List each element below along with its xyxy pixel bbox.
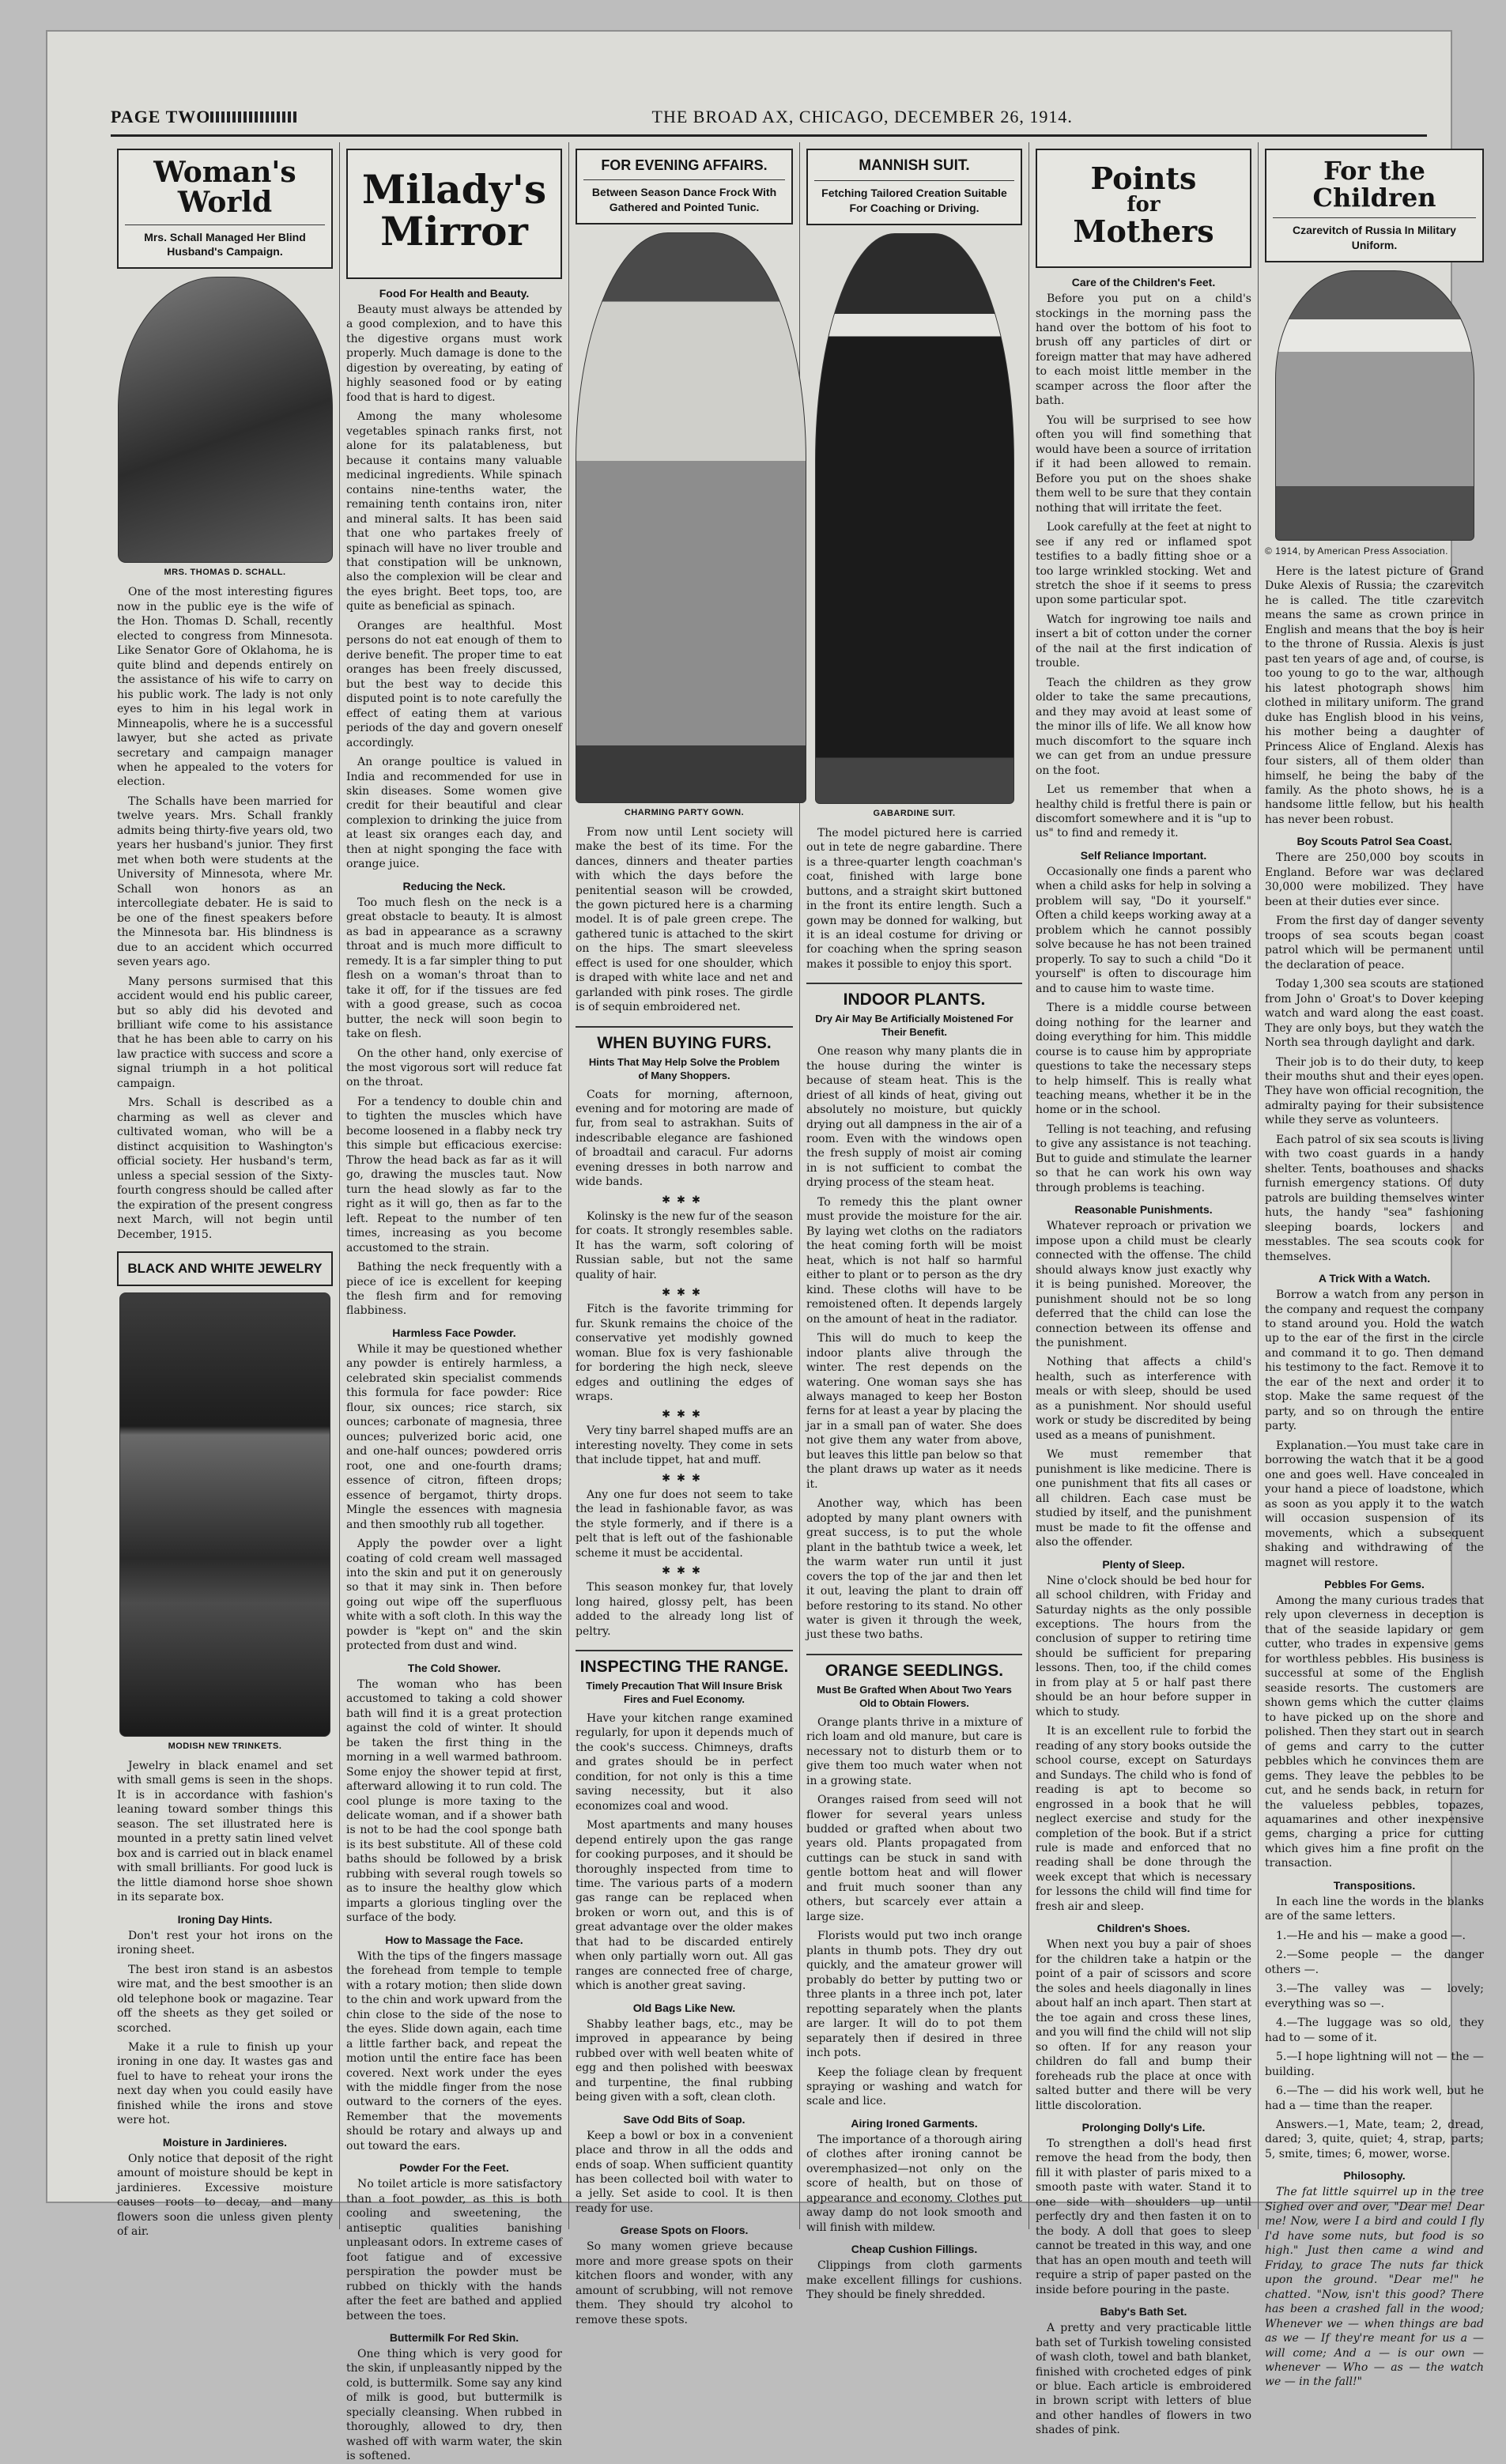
jewelry-caption: MODISH NEW TRINKETS. bbox=[168, 1741, 282, 1751]
article-paragraph: Let us remember that when a healthy child is fretful there is pain or discomfort somewhere and it is "up to us" to find and remedy it. bbox=[1036, 783, 1251, 840]
section-stars: ✱✱✱ bbox=[662, 1194, 707, 1206]
schall-portrait bbox=[118, 277, 333, 563]
ironing-paragraph: The best iron stand is an asbestos wire mat, and the best smoother is an old telephone book or magazine. Tear off the sheets as they get soiled or scorched. bbox=[117, 1963, 333, 2035]
shower-heading: The Cold Shower. bbox=[407, 1661, 501, 1674]
article-paragraph: Oranges are healthful. Most persons do not eat enough of them to derive benefit. The proper time to eat oranges has been freely discussed, but the best way to decide this disputed point is to note carefully the effect of eating them at various periods of the day and govern oneself accordingly. bbox=[346, 619, 562, 749]
pebbles-heading: Pebbles For Gems. bbox=[1324, 1577, 1425, 1590]
mannish-suit-title: MANNISH SUIT. bbox=[859, 157, 970, 174]
article-paragraph: For a tendency to double chin and to tighten the muscles which have become loosened in a flabby neck try this simple but efficacious exercise: Throw the head back as far as it will go, drawing the muscles taut. Now turn the head slowly as far to the right as it will go, then as far to the left. Repeat to the number of ten times, increasing as you become accustomed to the strain. bbox=[346, 1095, 562, 1255]
schall-paragraph: Mrs. Schall is described as a charming as well as clever and cultivated woman, who will be a distinct acquisition to Washington's official society. Her husband's term, unless a special session of the Sixty-fourth congress should be called after the expiration of the present congress next March, will not begin until December, 1915. bbox=[117, 1096, 333, 1241]
evening-affairs-header bbox=[576, 149, 793, 225]
puzzle-line: 6.—The — did his work well, but he had a — time than the reaper. bbox=[1265, 2085, 1484, 2112]
column-womans-world bbox=[111, 142, 340, 2239]
transpositions-heading: Transpositions. bbox=[1333, 1878, 1416, 1892]
moisture-heading: Moisture in Jardinieres. bbox=[162, 2135, 288, 2149]
article-paragraph: Kolinsky is the new fur of the season for coats. It strongly resembles sable. It has the warm, soft coloring of Russian sable, but not the same quality of hair. bbox=[576, 1209, 793, 1281]
article-paragraph: Among the many wholesome vegetables spinach ranks first, not alone for its palatableness, but because it contains many valuable medicinal ingredients. While spinach contains nine-tenths water, the remaining tenth contains iron, niter and mineral salts. It has been said that one who partakes freely of spinach will have no liver trouble and that constipation will be unknown, also the complexion will be clear and the eyes bright. Beet tops, too, are quite as beneficial as spinach. bbox=[346, 410, 562, 613]
article-paragraph: This season monkey fur, that lovely long haired, glossy pelt, has been added to the already long list of peltry. bbox=[576, 1581, 793, 1638]
miladys-mirror-header bbox=[346, 149, 562, 279]
neck-heading: Reducing the Neck. bbox=[402, 879, 506, 892]
column-miladys-mirror bbox=[340, 142, 569, 2463]
massage-heading: How to Massage the Face. bbox=[385, 1933, 523, 1946]
plants-heading: INDOOR PLANTS. bbox=[806, 983, 1022, 1009]
article-paragraph: When next you buy a pair of shoes for the children take a hatpin or the point of a pair of scissors and score the soles and heels diagonally in lines about half an inch apart. Then start at the toe again and cross these lines, and you will find the child will not slip so often. If for any reason your children do fall and bump their foreheads rub the place at once with salted butter and there will be very little discoloration. bbox=[1036, 1938, 1251, 2112]
article-paragraph: No toilet article is more satisfactory than a foot powder, as this is both cooling and sweetening, the antiseptic qualities banishing unpleasant odors. In extreme cases of foot fatigue and of excessive perspiration the powder must be rubbed on thickly with the hands after the feet are bathed and applied between the toes. bbox=[346, 2178, 562, 2322]
article-paragraph: From the first day of danger seventy troops of sea scouts began coast patrol which will be permanent until the declaration of peace. bbox=[1265, 915, 1484, 972]
feet-powder-heading: Powder For the Feet. bbox=[399, 2161, 509, 2175]
article-paragraph: Orange plants thrive in a mixture of rich loam and old manure, but care is necessary not to disturb them or to give them too much water when not in a growing state. bbox=[806, 1715, 1022, 1787]
jewelry-photo bbox=[119, 1292, 330, 1737]
article-paragraph: Most apartments and many houses depend entirely upon the gas range for cooking purposes, and it should be thoroughly inspected from time to time. The various parts of a modern gas range can be replaced when broken or worn out, and this is of great advantage over the older makes that had to be discarded entirely when only partially worn out. All gas ranges are connected free of charge, which is another great saving. bbox=[576, 1819, 793, 1993]
article-paragraph: There is a middle course between doing nothing for the learner and doing everything for him. This middle course is to cause him by appropriate questions to take the necessary steps to help himself. This is really what teaching means, whether it be in the home or in the school. bbox=[1036, 1002, 1251, 1117]
article-paragraph: To remedy this the plant owner must provide the moisture for the air. By laying wet cloths on the radiators the heat coming forth will be moist heat, which is not half so harmful either to plant or to person as the dry kind. These cloths will have to be remoistened often. It depends largely on the amount of heat in the radiator. bbox=[806, 1195, 1022, 1326]
column-for-the-children bbox=[1259, 142, 1490, 2389]
article-paragraph: Whatever reproach or privation we impose upon a child must be clearly connected with the offense. The child should always know just exactly why it is being punished. Moreover, the punishment should not be so long deferred that the child can lose the connection between its offense and the punishment. bbox=[1036, 1220, 1251, 1350]
ironing-paragraph: Make it a rule to finish up your ironing in one day. It wastes gas and fuel to have to reheat your irons the next day when you could easily have finished while the irons and stove were hot. bbox=[117, 2040, 333, 2127]
title-line: for bbox=[1127, 192, 1161, 217]
article-paragraph: You will be surprised to see how often you will find something that would have been a source of irritation if it had been allowed to remain. Before you put on the shoes shake them well to be sure that they contain nothing that will irritate the feet. bbox=[1036, 413, 1251, 515]
article-paragraph: So many women grieve because more and more grease spots on their kitchen floors and wonder, with any amount of scrubbing, will not remove them. They should try alcohol to remove these spots. bbox=[576, 2240, 793, 2326]
points-for-mothers-header bbox=[1036, 149, 1251, 268]
article-paragraph: The model pictured here is carried out in tete de negre gabardine. There is a three-quarter length coachman's coat, finished with large bone buttons, and a straight skirt buttoned in the front its entire length. Such a gown may be donned for walking, but it is an ideal costume for driving or for coaching when the spring season makes it possible to enjoy this sport. bbox=[806, 826, 1022, 971]
scouts-heading: Boy Scouts Patrol Sea Coast. bbox=[1297, 835, 1452, 848]
article-paragraph: Florists would put two inch orange plants in thumb pots. They dry out quickly, and the amateur grower will probably do better by putting two or three plants in a three inch pot, later repotting separately when the plants are larger. It will do to pot them separately then if desired in three inch pots. bbox=[806, 1930, 1022, 2060]
points-for-mothers-title bbox=[1042, 160, 1245, 250]
suit-caption: GABARDINE SUIT. bbox=[873, 808, 956, 818]
seedlings-deck: Must Be Grafted When About Two Years Old to Obtain Flowers. bbox=[817, 1683, 1012, 1709]
article-paragraph: Borrow a watch from any person in the company and request the company to stand around you. Hold the watch up to the ear of the first in the circle and command it to go. Then demand his testimony to the fact. Remove it to the ear of the next and order it to stop. Make the same request of the party, and so on through the entire party. bbox=[1265, 1289, 1484, 1433]
article-paragraph: There are 250,000 boy scouts in England. Before war was declared 30,000 were mobilized. They have been at their duties ever since. bbox=[1265, 851, 1484, 908]
masthead bbox=[111, 100, 1427, 137]
article-paragraph: Beauty must always be attended by a good complexion, and to have this the digestive organs must work properly. Much damage is done to the digestion by overeating, by eating of highly seasoned food or by eating food that is hard to digest. bbox=[346, 304, 562, 404]
puzzle-line: 2.—Some people — the danger others —. bbox=[1265, 1949, 1484, 1976]
schall-paragraph: Many persons surmised that this accident would end his public career, but so ably did his devoted and brilliant wife come to his assistance that he has been able to carry on his law practice with success and score a signal triumph in a hot political campaign. bbox=[117, 975, 333, 1090]
masthead-ornament bbox=[210, 111, 297, 123]
ironing-paragraph: Don't rest your hot irons on the ironing sheet. bbox=[117, 1929, 333, 1957]
puzzle-answers: Answers.—1, Mate, team; 2, dread, dared; 3, quite, quiet; 4, strap, parts; 5, smite, times; 6, mower, worse. bbox=[1265, 2118, 1484, 2160]
for-the-children-header bbox=[1265, 149, 1484, 262]
shoes-heading: Children's Shoes. bbox=[1096, 1922, 1191, 1935]
article-paragraph: This will do much to keep the indoor plants alive through the winter. The rest depends on the watering. One woman says she has always managed to keep her Boston ferns for at least a year by placing the jar in a small pan of water. She does not give them any water from above, but leaves this little pan below so that the plant draws up water as it needs it. bbox=[806, 1332, 1022, 1491]
airing-heading: Airing Ironed Garments. bbox=[851, 2116, 978, 2130]
furs-deck: Hints That May Help Solve the Problem of Many Shoppers. bbox=[588, 1055, 780, 1081]
section-stars: ✱✱✱ bbox=[662, 1565, 707, 1578]
article-paragraph: Too much flesh on the neck is a great obstacle to beauty. It is almost as bad in appearance as a scrawny throat and is much more difficult to remedy. It is a far simpler thing to put flesh on a woman's throat than to take it off, for if the tissues are fed with a good grease, such as cocoa butter, the neck will soon begin to take on flesh. bbox=[346, 896, 562, 1041]
article-paragraph: Each patrol of six sea scouts is living with two coast guards in a handy shelter. Tents, boathouses and shacks furnish emergency stations. Of duty patrols are building themselves winter huts, the handy "sea" fashioning sleeping boards, lockers and messtables. The sea scouts cook for themselves. bbox=[1265, 1133, 1484, 1263]
article-paragraph: In each line the words in the blanks are of the same letters. bbox=[1265, 1895, 1484, 1923]
newspaper-page bbox=[47, 32, 1484, 2463]
schall-caption: MRS. THOMAS D. SCHALL. bbox=[164, 568, 286, 578]
article-paragraph: With the tips of the fingers massage the forehead from temple to temple with a rotary motion; then slide down to the chin and work upward from the chin close to the side of the nose to the eyes. Slide down again, each time a little farther back, and repeat the motion until the entire face has been covered. Next work under the eyes with the middle finger from the nose outward to the corners of the eyes. Remember that the movements should be rotary and always up and out toward the ears. bbox=[346, 1949, 562, 2153]
schall-paragraph: One of the most interesting figures now in the public eye is the wife of the Hon. Thomas D. Schall, recently elected to congress from Minnesota. Like Senator Gore of Oklahoma, he is quite blind and depends entirely on the assistance of his wife to carry on his public work. The lady is not only eyes to him in his legal work in Minneapolis, where he is a successful lawyer, but she acted as private secretary and campaign manager when he appealed to the voters for election. bbox=[117, 586, 333, 789]
article-paragraph: Watch for ingrowing toe nails and insert a bit of cotton under the corner of the nail at the first indication of trouble. bbox=[1036, 613, 1251, 670]
article-paragraph: Nothing that affects a child's health, such as interference with meals or with sleep, should be used as a punishment. Nor should useful work or study be discredited by being used as a means of punishment. bbox=[1036, 1356, 1251, 1442]
punishment-heading: Reasonable Punishments. bbox=[1074, 1203, 1213, 1217]
womans-world-header bbox=[117, 149, 333, 269]
article-paragraph: The importance of a thorough airing of clothes after ironing cannot be overemphasized—not only on the score of health, but on those of appearance and economy. Clothes put away damp do not look smooth and will finish with mildew. bbox=[806, 2133, 1022, 2234]
column-mannish-suit bbox=[800, 142, 1029, 2302]
article-paragraph: Today 1,300 sea scouts are stationed from John o' Groat's to Dover keeping watch and ward along the east coast. They are only boys, but they watch the North sea through daylight and dark. bbox=[1265, 978, 1484, 1050]
column-evening-affairs bbox=[569, 142, 800, 2326]
article-paragraph: Keep a bowl or box in a convenient place and throw in all the odds and ends of soap. When sufficient quantity has been collected boil with water to a jelly. Set aside to cool. It is then ready for use. bbox=[576, 2129, 793, 2215]
bath-set-heading: Baby's Bath Set. bbox=[1100, 2305, 1187, 2319]
article-paragraph: Teach the children as they grow older to take the same precautions, and they may avoid at least some of the minor ills of life. We all know how much discomfort to the square inch we can get from an undue pressure on the foot. bbox=[1036, 676, 1251, 777]
article-paragraph: While it may be questioned whether any powder is entirely harmless, a celebrated skin specialist commends this formula for face powder: Rice flour, six ounces; rice starch, six ounces; carbonate of magnesia, three ounces; pulverized boric acid, one and one-half ounces; powdered orris root, one and one-fourth drams; essence of citron, fifteen drops; essence of bergamot, thirty drops. Mingle the essences with magnesia and then smoothly rub all together. bbox=[346, 1342, 562, 1531]
womans-world-subtitle: Mrs. Schall Managed Her Blind Husband's Campaign. bbox=[125, 225, 325, 260]
title-line: Points bbox=[1090, 160, 1197, 196]
article-paragraph: It is an excellent rule to forbid the reading of any story books outside the school course, except on Saturdays and Sundays. The child who is fond of reading is apt to become so engrossed in a book that he will neglect exercise and study for the completion of the book. But if a strict rule is made and enforced that no reading shall be done through the week except that which is necessary for lessons the child will find time for fresh air and sleep. bbox=[1036, 1725, 1251, 1913]
moisture-paragraph: Only notice that deposit of the right amount of moisture should be kept in jardinieres. Excessive moisture causes roots to decay, and many flowers soon die unless given plenty of air. bbox=[117, 2152, 333, 2239]
evening-affairs-subtitle: Between Season Dance Frock With Gathered and Pointed Tunic. bbox=[583, 179, 785, 215]
article-paragraph: An orange poultice is valued in India and recommended for use in skin diseases. Some women give credit for their beautiful and clear complexion to drinking the juice from at least six oranges each day, and then at night sponging the face with orange juice. bbox=[346, 756, 562, 871]
article-paragraph: Another way, which has been adopted by many plant owners with great success, is to put the whole plant in the bathtub twice a week, let the warm water run until it just covers the top of the jar and then let it out, leaving the plant to drain off before restoring to its stand. No other water is given it through the week, just these two baths. bbox=[806, 1497, 1022, 1642]
soap-heading: Save Odd Bits of Soap. bbox=[623, 2112, 745, 2126]
gabardine-suit-illustration bbox=[815, 233, 1014, 804]
reliance-heading: Self Reliance Important. bbox=[1080, 848, 1207, 862]
jewelry-paragraph: Jewelry in black enamel and set with small gems is seen in the shops. It is in accordance with fashion's leaning toward somber things this season. The set illustrated here is mounted in a pretty satin lined velvet box and is carried out in black enamel with small brilliants. For good luck is the little diamond horse shoe shown in its separate box. bbox=[117, 1760, 333, 1904]
for-the-children-subtitle: Czarevitch of Russia In Military Uniform. bbox=[1273, 217, 1476, 253]
cushion-heading: Cheap Cushion Fillings. bbox=[851, 2243, 978, 2256]
section-stars: ✱✱✱ bbox=[662, 1287, 707, 1300]
article-paragraph: Fitch is the favorite trimming for fur. Skunk remains the choice of the conservative yet modishly gowned woman. Blue fox is very fashionable for bordering the high neck, sleeve edges and outlining the edges of wraps. bbox=[576, 1303, 793, 1403]
philosophy-heading: Philosophy. bbox=[1343, 2169, 1406, 2183]
article-paragraph: To strengthen a doll's head first remove the head from the body, then fill it with plaster of paris mixed to a smooth paste with water. Stand it to one side with shoulders up until perfectly dry and then fasten it on to the body. A doll that goes to sleep cannot be treated in this way, and one that has an open mouth and teeth will require a strip of paper pasted on the inside before pouring in the paste. bbox=[1036, 2137, 1251, 2296]
article-paragraph: The woman who has been accustomed to taking a cold shower bath will find it is a great protection against the cold of winter. It should be taken the first thing in the morning in a well warmed bathroom. Some enjoy the shower tepid at first, afterward allowing it to run cold. The cool plunge is more taxing to the delicate woman, and if a shower bath is not to be had the cool sponge bath is its best substitute. All of these cold baths should be followed by a brisk rubbing with several rough towels so as to insure the healthy glow which imparts a glorious tingling over the surface of the body. bbox=[346, 1677, 562, 1925]
puzzle-line: 1.—He and his — make a good —. bbox=[1276, 1929, 1466, 1942]
section-stars: ✱✱✱ bbox=[662, 1409, 707, 1421]
miladys-mirror-title bbox=[353, 166, 556, 255]
puzzle-line: 3.—The valley was — lovely; everything was so —. bbox=[1265, 1983, 1484, 2010]
furs-heading: WHEN BUYING FURS. bbox=[576, 1026, 793, 1053]
puzzle-line: 4.—The luggage was so old, they had to — some of it. bbox=[1265, 2017, 1484, 2044]
article-paragraph: Apply the powder over a light coating of cold cream well massaged into the skin and put it on generously so that it may sink in. Then before going out wipe off the superfluous white with a soft cloth. In this way the powder is "kept on" and the skin protected from dust and wind. bbox=[346, 1538, 562, 1653]
article-paragraph: On the other hand, only exercise of the most vigorous sort will reduce fat on the throat. bbox=[346, 1047, 562, 1089]
food-heading: Food For Health and Beauty. bbox=[379, 287, 530, 300]
jewelry-header: BLACK AND WHITE JEWELRY bbox=[117, 1251, 333, 1286]
philosophy-poem: The fat little squirrel up in the tree Sighed over and over, "Dear me! Dear me! Now, were I a bird and could I fly I'd have some nuts, but food is so high." Just then came a wind and Friday, to grace The nuts far thick upon the ground. "Dear me!" he chatted. "Now, isn't this good? There has been a crashed fall in the wood; Whenever we — when things are bad as we — If they're meant for us a — will come; And a — is our own — whenever — Who — as — the watch we — in the fall!" bbox=[1265, 2186, 1484, 2389]
title-line: Mothers bbox=[1073, 213, 1214, 250]
dolly-heading: Prolonging Dolly's Life. bbox=[1081, 2120, 1206, 2134]
evening-affairs-title: FOR EVENING AFFAIRS. bbox=[601, 157, 768, 173]
article-paragraph: Coats for morning, afternoon, evening and for motoring are made of fur, from seal to astrakhan. Suits of indescribable elegance are fashioned of broadtail and caracul. Fur adorns evening dresses in both narrow and wide bands. bbox=[576, 1088, 793, 1189]
article-paragraph: One thing which is very good for the skin, if unpleasantly nipped by the cold, is buttermilk. Some say any kind of milk is good, but buttermilk is specially cleansing. When rubbed in thoroughly, allowed to dry, then washed off with warm water, the skin is softened. bbox=[346, 2348, 562, 2463]
dateline: THE BROAD AX, CHICAGO, DECEMBER 26, 1914. bbox=[651, 107, 1073, 126]
article-paragraph: One reason why many plants die in the house during the winter is because of steam heat. This is the driest of all kinds of heat, giving out absolutely no moisture, but quickly drying out all dampness in the air of a room. Even with the windows open the fresh supply of moist air coming in is not sufficient to combat the drying process of the steam heat. bbox=[806, 1045, 1022, 1190]
for-the-children-title: For the Children bbox=[1312, 156, 1436, 213]
bags-heading: Old Bags Like New. bbox=[632, 2001, 736, 2014]
article-paragraph: Among the many curious trades that rely upon cleverness in deception is that of the seaside lapidary or gem cutter, who trades in expensive gems for worthless pebbles. His business is successful at some of the English seaside resorts. The customers are shown gems which the cutter claims to have picked up on the shore and polished. Then they start out in search of gems and carry to the cutter pebbles which he convinces them are gems. They leave the pebbles to be cut, and he sends back, in return for the valueless pebbles, topazes, aquamarines and other inexpensive gems, charging a price for cutting which gives him a fine profit on the transaction. bbox=[1265, 1594, 1484, 1870]
watch-trick-heading: A Trick With a Watch. bbox=[1318, 1272, 1431, 1285]
section-stars: ✱✱✱ bbox=[662, 1472, 707, 1485]
article-paragraph: Here is the latest picture of Grand Duke Alexis of Russia; the czarevitch he is called. The title czarevitch means the same as crown prince in English and means that the boy is heir to the throne of Russia. Alexis is just past ten years of age and, of course, is too young to go to the war, although his latest photograph shows him clothed in military uniform. The grand duke has English blood in his veins, his mother being a daughter of Princess Alice of England. Alexis has four sisters, all of them older than himself, he being the baby of the family. As the photo shows, he is a handsome little fellow, but his health has never been robust. bbox=[1265, 564, 1484, 826]
seedlings-heading: ORANGE SEEDLINGS. bbox=[806, 1654, 1022, 1681]
photo-credit: © 1914, by American Press Association. bbox=[1265, 545, 1448, 557]
article-paragraph: Before you put on a child's stockings in the morning pass the hand over the bottom of his foot to brush off any particles of dirt or foreign matter that may have adhered to each moist little member in the scamper across the floor after the bath. bbox=[1036, 292, 1251, 408]
article-paragraph: Have your kitchen range examined regularly, for upon it depends much of the cook's success. Chimneys, drafts and grates should be in perfect condition, for not only is this a time saving necessity, but it also economizes coal and wood. bbox=[576, 1711, 793, 1813]
mannish-suit-header bbox=[806, 149, 1022, 225]
article-paragraph: Oranges raised from seed will not flower for several years unless budded or grafted when about two years old. Plants propagated from cuttings can be stuck in sand with gentle bottom heat and will flower and fruit much sooner than any others, but scarcely ever attain a large size. bbox=[806, 1794, 1022, 1923]
plants-deck: Dry Air May Be Artificially Moistened For Their Benefit. bbox=[815, 1013, 1013, 1039]
column-points-for-mothers bbox=[1029, 142, 1259, 2437]
puzzle-line: 5.—I hope lightning will not — the — building. bbox=[1265, 2051, 1484, 2078]
buttermilk-heading: Buttermilk For Red Skin. bbox=[389, 2331, 519, 2344]
article-paragraph: Any one fur does not seem to take the lead in fashionable favor, as was the style formerly, and if there is a pelt that is left out of the fashionable scheme it must be accidental. bbox=[576, 1488, 793, 1560]
party-gown-illustration bbox=[576, 232, 806, 803]
mannish-suit-subtitle: Fetching Tailored Creation Suitable For Coaching or Driving. bbox=[814, 180, 1014, 216]
article-paragraph: Telling is not teaching, and refusing to give any assistance is not teaching. But to guide and stimulate the learner so that he can work his own way through problems is teaching. bbox=[1036, 1123, 1251, 1194]
czarevitch-photo bbox=[1275, 270, 1474, 541]
article-paragraph: Very tiny barrel shaped muffs are an interesting novelty. They come in sets that include tippet, hat and muff. bbox=[576, 1424, 793, 1467]
article-paragraph: Occasionally one finds a parent who when a child asks for help in solving a problem will say, "Do it yourself." Often a child keeps working away at a problem which he cannot possibly solve because he has not been trained properly. To say to such a child "Do it yourself" is often to discourage him and to cause him to waste time. bbox=[1036, 865, 1251, 995]
title-line: Mirror bbox=[380, 207, 528, 255]
columns bbox=[111, 142, 1506, 2463]
article-paragraph: Clippings from cloth garments make excellent fillings for cushions. They should be finely shredded. bbox=[806, 2259, 1022, 2302]
article-paragraph: Nine o'clock should be bed hour for all school children, with Friday and Saturday nights as the only possible exceptions. The hours from the conclusion of supper to retiring time should be sufficient for preparing lessons. Then, too, if the child comes in from play at 5 or half past there should be an hour before supper in which to study. bbox=[1036, 1574, 1251, 1719]
powder-heading: Harmless Face Powder. bbox=[392, 1326, 516, 1339]
article-paragraph: We must remember that punishment is like medicine. There is one punishment that fits all cases or all children. Each case must be studied by itself, and the punishment must be made to fit the offense and also the offender. bbox=[1036, 1448, 1251, 1549]
article-paragraph: Keep the foliage clean by frequent spraying or washing and watch for scale and lice. bbox=[806, 2066, 1022, 2108]
title-line: Milady's bbox=[361, 166, 547, 213]
feet-care-heading: Care of the Children's Feet. bbox=[1071, 276, 1216, 289]
range-heading: INSPECTING THE RANGE. bbox=[576, 1650, 793, 1677]
article-paragraph: Their job is to do their duty, to keep their mouths shut and their eyes open. They have won official recognition, the admiralty paying for their subsistence while they serve as volunteers. bbox=[1265, 1055, 1484, 1127]
range-deck: Timely Precaution That Will Insure Brisk Fires and Fuel Economy. bbox=[586, 1680, 783, 1705]
schall-paragraph: The Schalls have been married for twelve years. Mrs. Schall frankly admits being thirty-five years old, two years her husband's junior. They first met when both were students at the University of Minnesota, where Mr. Schall won honors as an intercollegiate debater. He is said to be one of the finest speakers before the Minnesota bar. His blindness is due to an accident which occurred seven years ago. bbox=[117, 794, 333, 969]
article-paragraph: A pretty and very practicable little bath set of Turkish toweling consisted of wash cloth, towel and bath blanket, finished with crocheted edges of pink or blue. Each article is embroidered in brown script with letters of blue and other handles of flowers in two shades of pink. bbox=[1036, 2322, 1251, 2437]
article-paragraph: From now until Lent society will make the best of its time. For the dances, dinners and theater parties with which the days before the penitential season will be crowded, the gown pictured here is a charming model. It is of pale green crepe. The gathered tunic is attached to the skirt on the hips. The smart sleeveless effect is used for one shoulder, which is draped with white lace and net and garlanded with pink roses. The girdle is of sequin embroidered net. bbox=[576, 825, 793, 1014]
page-number: PAGE TWO bbox=[111, 107, 211, 126]
gown-caption: CHARMING PARTY GOWN. bbox=[624, 807, 745, 817]
grease-heading: Grease Spots on Floors. bbox=[620, 2224, 749, 2237]
article-paragraph: Bathing the neck frequently with a piece of ice is excellent for keeping the flesh firm and for removing flabbiness. bbox=[346, 1261, 562, 1318]
sleep-heading: Plenty of Sleep. bbox=[1102, 1557, 1185, 1571]
ironing-heading: Ironing Day Hints. bbox=[177, 1912, 273, 1926]
article-paragraph: Explanation.—You must take care in borrowing the watch that it be a good one and goes well. Have concealed in your hand a piece of loadstone, which as soon as you apply it to the watch will occasion suspension of its movements, which a subsequent shaking and withdrawing of the magnet will restore. bbox=[1265, 1439, 1484, 1569]
womans-world-title: Woman's World bbox=[153, 156, 296, 219]
article-paragraph: Look carefully at the feet at night to see if any red or inflamed spot testifies to a badly fitting shoe or a too large wrinkled stocking. Wet and stretch the shoe if it seems to press upon some particular spot. bbox=[1036, 521, 1251, 607]
article-paragraph: Shabby leather bags, etc., may be improved in appearance by being rubbed over with well beaten white of egg and then polished with beeswax and turpentine, the final rubbing being given with a soft, clean cloth. bbox=[576, 2017, 793, 2104]
